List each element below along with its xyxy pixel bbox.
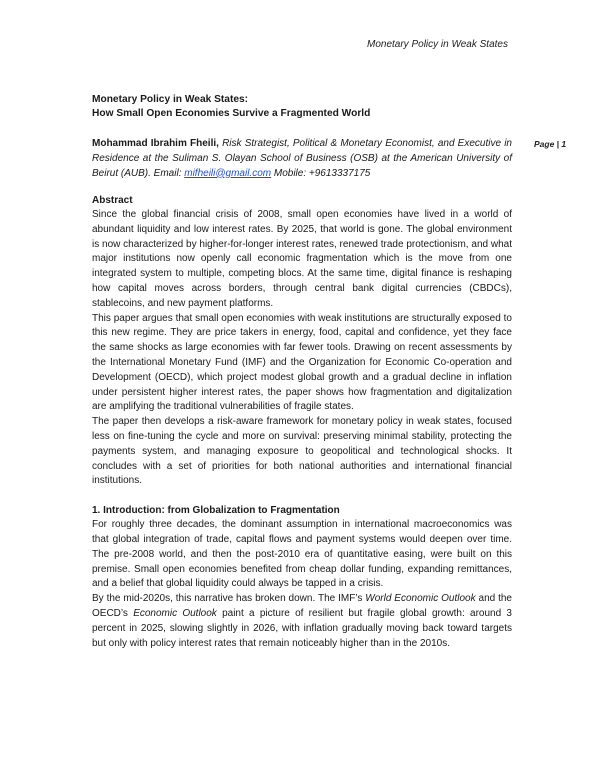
spacer bbox=[92, 489, 512, 504]
abstract-paragraph-1: Since the global financial crisis of 2008, small open economies have lived in a world of abundant liquidity and low interest rates. By 2025, that world is gone. The global environment is now characterized by higher-for-longer interest rates, renewed trade protectionism, and what major institutions now openly call economic fragmentation which is the move from one integrated system to multiple, competing blocs. At the same time, digital finance is reshaping how capital moves across borders, through central bank digital currencies (CBDCs), stablecoins, and new payment platforms. bbox=[92, 209, 512, 309]
mobile-number: Mobile: +9613337175 bbox=[271, 167, 371, 179]
abstract-paragraph-3: The paper then develops a risk-aware framework for monetary policy in weak states, focused less on fine-tuning the cycle and more on survival: preserving minimal stability, protecting the payments system, and managing exposure to geopolitical and technological shocks. It concludes with a set of priorities for both national authorities and international financial institutions. bbox=[92, 416, 512, 487]
body-block bbox=[92, 194, 512, 651]
email-label: Email: bbox=[150, 167, 185, 179]
weo-title: World Economic Outlook bbox=[365, 593, 476, 605]
p2-text-c: and the OECD’s bbox=[92, 593, 512, 619]
oecd-outlook-title: Economic Outlook bbox=[133, 607, 217, 619]
p2-text-a: By the mid-2020s, this narrative has broken down. The IMF’s bbox=[92, 593, 366, 605]
author-name: Mohammad Ibrahim Fheili, bbox=[92, 138, 219, 149]
p2-text-e: paint a picture of resilient but fragile global growth: around 3 percent in 2025, slowing slightly in 2026, with inflation gradually moving back toward targets but only with policy interest rates that remain noticeably higher than in the 2010s. bbox=[92, 607, 512, 649]
author-block bbox=[92, 137, 512, 181]
author-affiliation: Risk Strategist, Political & Monetary Economist, and Executive in Residence at the Suliman S. Olayan School of Business (OSB) at the American University of Beirut (AUB). bbox=[92, 138, 512, 179]
section-1-heading: 1. Introduction: from Globalization to Fragmentation bbox=[92, 505, 340, 517]
running-header: Monetary Policy in Weak States bbox=[367, 39, 508, 50]
section-1-paragraph-1: For roughly three decades, the dominant assumption in international macroeconomics was that global integration of trade, capital flows and payment systems would deepen over time. The pre-2008 world, and then the post-2010 era of quantitative easing, were built on this premise. Small open economies benefited from cheap dollar funding, expanding remittances, and a belief that global liquidity could always be tapped in a crisis. bbox=[92, 519, 512, 590]
title-block bbox=[92, 93, 512, 121]
abstract-heading: Abstract bbox=[92, 195, 133, 206]
paper-subtitle: How Small Open Economies Survive a Fragmented World bbox=[92, 108, 371, 119]
abstract-paragraph-2: This paper argues that small open economies with weak institutions are structurally exposed to this new regime. They are price takers in energy, food, capital and confidence, yet they face the same shocks as large economies with far fewer tools. Drawing on recent assessments by the International Monetary Fund (IMF) and the Organization for Economic Co-operation and Development (OECD), which project modest global growth and a gradual decline in inflation under persistent higher interest rates, the paper shows how fragmentation and digitalization are amplifying the traditional vulnerabilities of fragile states. bbox=[92, 312, 512, 413]
paper-title: Monetary Policy in Weak States: bbox=[92, 94, 249, 105]
page-number: Page | 1 bbox=[534, 139, 567, 149]
email-link[interactable]: mifheili@gmail.com bbox=[184, 167, 272, 179]
section-1-paragraph-2 bbox=[92, 592, 512, 651]
